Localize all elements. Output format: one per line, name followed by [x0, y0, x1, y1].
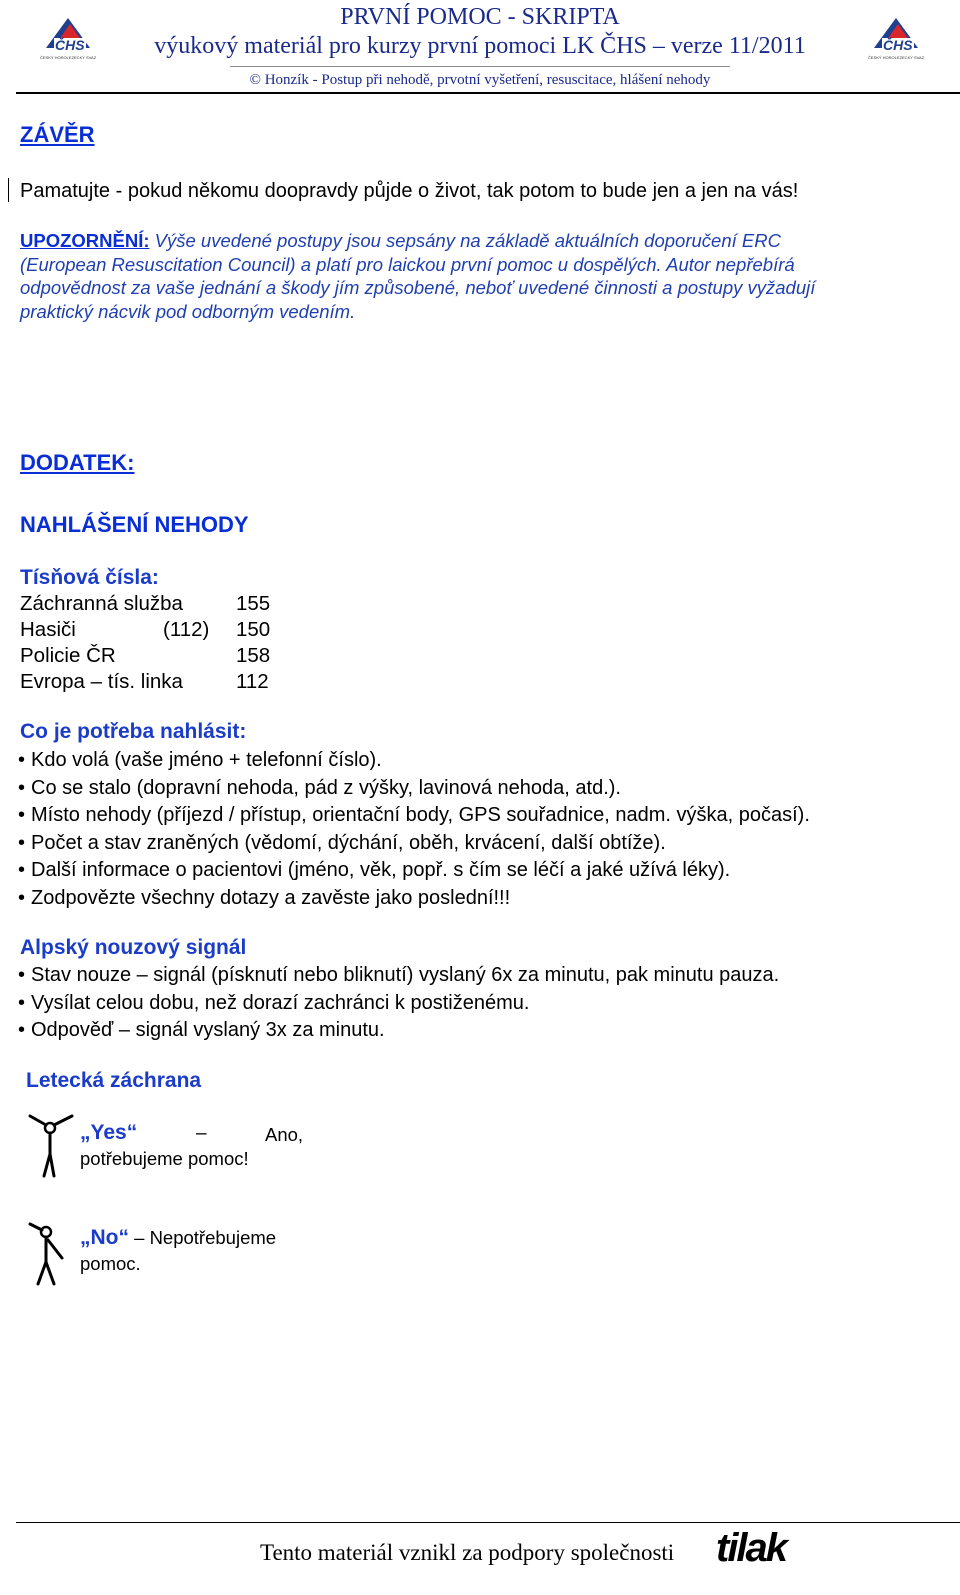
header-subtitle: výukový materiál pro kurzy první pomoci LK ČHS – verze 11/2011 — [154, 33, 806, 59]
header-rule — [16, 92, 960, 94]
header-copyright: © Honzík - Postup při nehodě, prvotní vyšetření, resuscitace, hlášení nehody — [249, 72, 711, 88]
warning-line-4: praktický nácvik pod odborným vedením. — [20, 300, 356, 322]
list-item: • Vysílat celou dobu, než dorazí zachránci k postiženému. — [18, 992, 779, 1020]
warning-label: UPOZORNĚNÍ: — [20, 230, 150, 251]
list-item: • Kdo volá (vaše jméno + telefonní číslo). — [18, 749, 810, 777]
emergency-extra: (112) — [163, 618, 210, 641]
emergency-row — [20, 644, 271, 668]
list-item: • Co se stalo (dopravní nehoda, pád z výšky, lavinová nehoda, atd.). — [18, 777, 810, 805]
yes-word: „Yes“ — [80, 1121, 138, 1144]
dodatek-heading: DODATEK: — [20, 450, 135, 475]
footer-rule — [16, 1522, 960, 1523]
emergency-name: Evropa – tís. linka — [20, 670, 183, 693]
no-signal-figure-icon — [26, 1222, 70, 1286]
list-item: • Počet a stav zraněných (vědomí, dýchání, oběh, krvácení, další obtíže). — [18, 832, 810, 860]
report-heading: Co je potřeba nahlásit: — [20, 720, 247, 743]
air-rescue-heading: Letecká záchrana — [26, 1069, 202, 1092]
logo-small-text: ČESKÝ HOROLEZECKÝ SVAZ — [868, 55, 925, 60]
list-item: • Odpověď – signál vyslaný 3x za minutu. — [18, 1019, 779, 1047]
list-item: • Místo nehody (příjezd / přístup, orientační body, GPS souřadnice, nadm. výška, počasí). — [18, 804, 810, 832]
yes-signal-figure-icon — [26, 1114, 76, 1178]
header-rule-thin — [230, 66, 730, 67]
alpine-list — [18, 964, 779, 1047]
tilak-logo: tilak — [716, 1526, 787, 1570]
logo-small-text: ČESKÝ HOROLEZECKÝ SVAZ — [40, 55, 97, 60]
emergency-row — [20, 670, 269, 694]
warning-line-2: (European Resuscitation Council) a platí pro laickou první pomoc u dospělých. Autor nepřebírá — [20, 253, 795, 275]
logo-text: ČHS — [55, 37, 85, 53]
emergency-heading: Tísňová čísla: — [20, 566, 159, 589]
yes-text-2: potřebujeme pomoc! — [80, 1148, 249, 1169]
text-cursor — [8, 178, 9, 202]
no-text-1: – Nepotřebujeme — [129, 1227, 277, 1248]
list-item: • Další informace o pacientovi (jméno, věk, popř. s čím se léčí a jaké užívá léky). — [18, 859, 810, 887]
yes-text-1: Ano, — [265, 1124, 304, 1145]
zaver-text: Pamatujte - pokud někomu doopravdy půjde o život, tak potom to bude jen a jen na vás! — [20, 180, 799, 202]
logo-text: ČHS — [883, 37, 913, 53]
yes-dash: – — [196, 1123, 207, 1144]
footer-text: Tento materiál vznikl za podpory společnosti — [260, 1540, 675, 1565]
warning-line-1: Výše uvedené postupy jsou sepsány na základě aktuálních doporučení ERC — [149, 230, 781, 251]
emergency-number: 112 — [236, 670, 269, 693]
list-item: • Stav nouze – signál (písknutí nebo bliknutí) vyslaný 6x za minutu, pak minutu pauza. — [18, 964, 779, 992]
emergency-row — [20, 592, 271, 616]
header-title: PRVNÍ POMOC - SKRIPTA — [340, 4, 620, 30]
emergency-row — [20, 618, 271, 642]
emergency-name: Záchranná služba — [20, 592, 183, 615]
zaver-heading: ZÁVĚR — [20, 122, 95, 147]
warning-block — [20, 229, 950, 323]
no-text-2: pomoc. — [80, 1253, 141, 1274]
emergency-name: Policie ČR — [20, 644, 116, 667]
emergency-number: 155 — [236, 592, 271, 615]
nahlaseni-heading: NAHLÁŠENÍ NEHODY — [20, 512, 249, 537]
emergency-number: 150 — [236, 618, 271, 641]
no-word: „No“ — [80, 1226, 129, 1249]
list-item: • Zodpovězte všechny dotazy a zavěste jako poslední!!! — [18, 887, 810, 915]
no-line-1 — [80, 1226, 276, 1250]
emergency-name: Hasiči — [20, 618, 76, 641]
report-list — [18, 749, 810, 914]
alpine-heading: Alpský nouzový signál — [20, 936, 247, 959]
emergency-number: 158 — [236, 644, 271, 667]
warning-line-3: odpovědnost za vaše jednání a škody jím způsobené, neboť uvedené činnosti a postupy vyžadují — [20, 277, 816, 298]
